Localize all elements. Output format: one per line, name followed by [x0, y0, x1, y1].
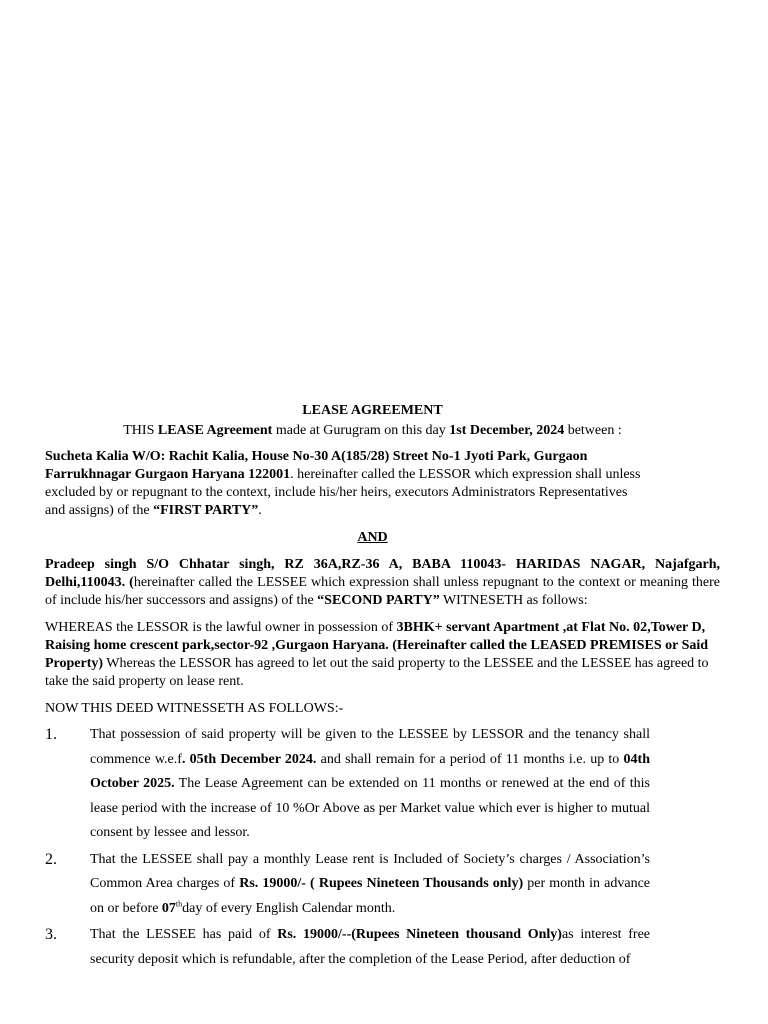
clause-text: day of every English Calendar month. [182, 900, 396, 916]
whereas-suffix: Whereas the LESSOR has agreed to let out the said property to the LESSEE and the LESSEE has agreed to take the said property on lease rent. [45, 656, 709, 689]
now-witnesseth-line: NOW THIS DEED WITNESSETH AS FOLLOWS:- [45, 701, 344, 716]
clause-superscript: th [175, 898, 183, 908]
clause-bold: 04th October 2025. [90, 751, 650, 791]
clause-number: 3. [45, 926, 57, 943]
intro-line [45, 422, 720, 440]
intro-suffix: between : [564, 423, 622, 438]
clause-item [45, 848, 650, 922]
clause-text: That the LESSEE shall pay a monthly Lease rent is Included of Society’s charges / Association’s Common Area charges of [90, 851, 650, 891]
lessee-paragraph [45, 556, 720, 610]
document-page [45, 402, 720, 974]
intro-date: 1st December, 2024 [449, 423, 565, 438]
clause-body [90, 723, 650, 846]
first-party-label: “FIRST PARTY” [153, 503, 259, 518]
intro-prefix: THIS [123, 423, 158, 438]
lessor-details: Sucheta Kalia W/O: Rachit Kalia, House No-30 A(185/28) Street No-1 Jyoti Park, Gurgaon Farrukhnagar Gurgaon Haryana 122001 [45, 449, 588, 482]
clause-item [45, 723, 650, 846]
clause-bold: . 05th December 2024. [181, 751, 317, 767]
second-party-label: “SECOND PARTY” [317, 593, 440, 608]
clause-text: That possession of said property will be given to the LESSEE by LESSOR and the tenancy shall commence w.e.f [90, 727, 650, 767]
clause-number: 1. [45, 726, 57, 743]
lessor-text: . hereinafter called the LESSOR which expression shall unless excluded by or repugnant to the context, include his/her heirs, executors Administrators Representatives and assigns) of the [45, 467, 641, 518]
lessee-details: Pradeep singh S/O Chhatar singh, RZ 36A,RZ-36 A, BABA 110043- HARIDAS NAGAR, Najafgarh, Delhi,110043. ( [45, 557, 720, 590]
clause-body [90, 923, 650, 972]
clause-text: The Lease Agreement can be extended on 11 months or renewed at the end of this lease period with the increase of 10 %Or Above as per Market value which ever is higher to mutual consent by lessee and lessor. [90, 776, 650, 840]
property-details: 3BHK+ servant Apartment ,at Flat No. 02,Tower D, Raising home crescent park,sector-92 ,Gurgaon Haryana. (Hereinafter called the LEASED PREMISES or Said Property) [45, 620, 709, 671]
clause-bold: 07 [161, 900, 176, 916]
lessee-text: hereinafter called the LESSEE which expression shall unless repugnant to the context or meaning there of include his/her successors and assigns) of the [45, 575, 721, 608]
intro-agreement-label: LEASE Agreement [157, 423, 273, 438]
clause-item [45, 923, 650, 972]
lessor-paragraph [45, 448, 645, 520]
clause-number: 2. [45, 850, 57, 868]
clause-bold: Rs. 19000/- ( Rupees Nineteen Thousands only) [239, 876, 524, 891]
whereas-prefix: WHEREAS the LESSOR is the lawful owner in possession of [45, 620, 397, 635]
clause-bold: Rs. 19000/--(Rupees Nineteen thousand Only) [277, 927, 562, 942]
clause-body [90, 848, 650, 922]
intro-mid: made at Gurugram on this day [272, 423, 450, 438]
whereas-paragraph [45, 619, 720, 691]
clause-text: per month in advance on or before [90, 876, 650, 916]
clause-text: That the LESSEE has paid of [90, 927, 278, 942]
clause-list [45, 723, 720, 972]
clause-text: as interest free security deposit which is refundable, after the completion of the Lease Period, after deduction of [90, 927, 650, 967]
and-separator: AND [357, 530, 388, 545]
clause-text: and shall remain for a period of 11 months i.e. up to [316, 751, 624, 767]
lessee-end: WITNESETH as follows: [439, 593, 588, 608]
lessor-end: . [258, 503, 262, 518]
document-title: LEASE AGREEMENT [302, 403, 443, 418]
